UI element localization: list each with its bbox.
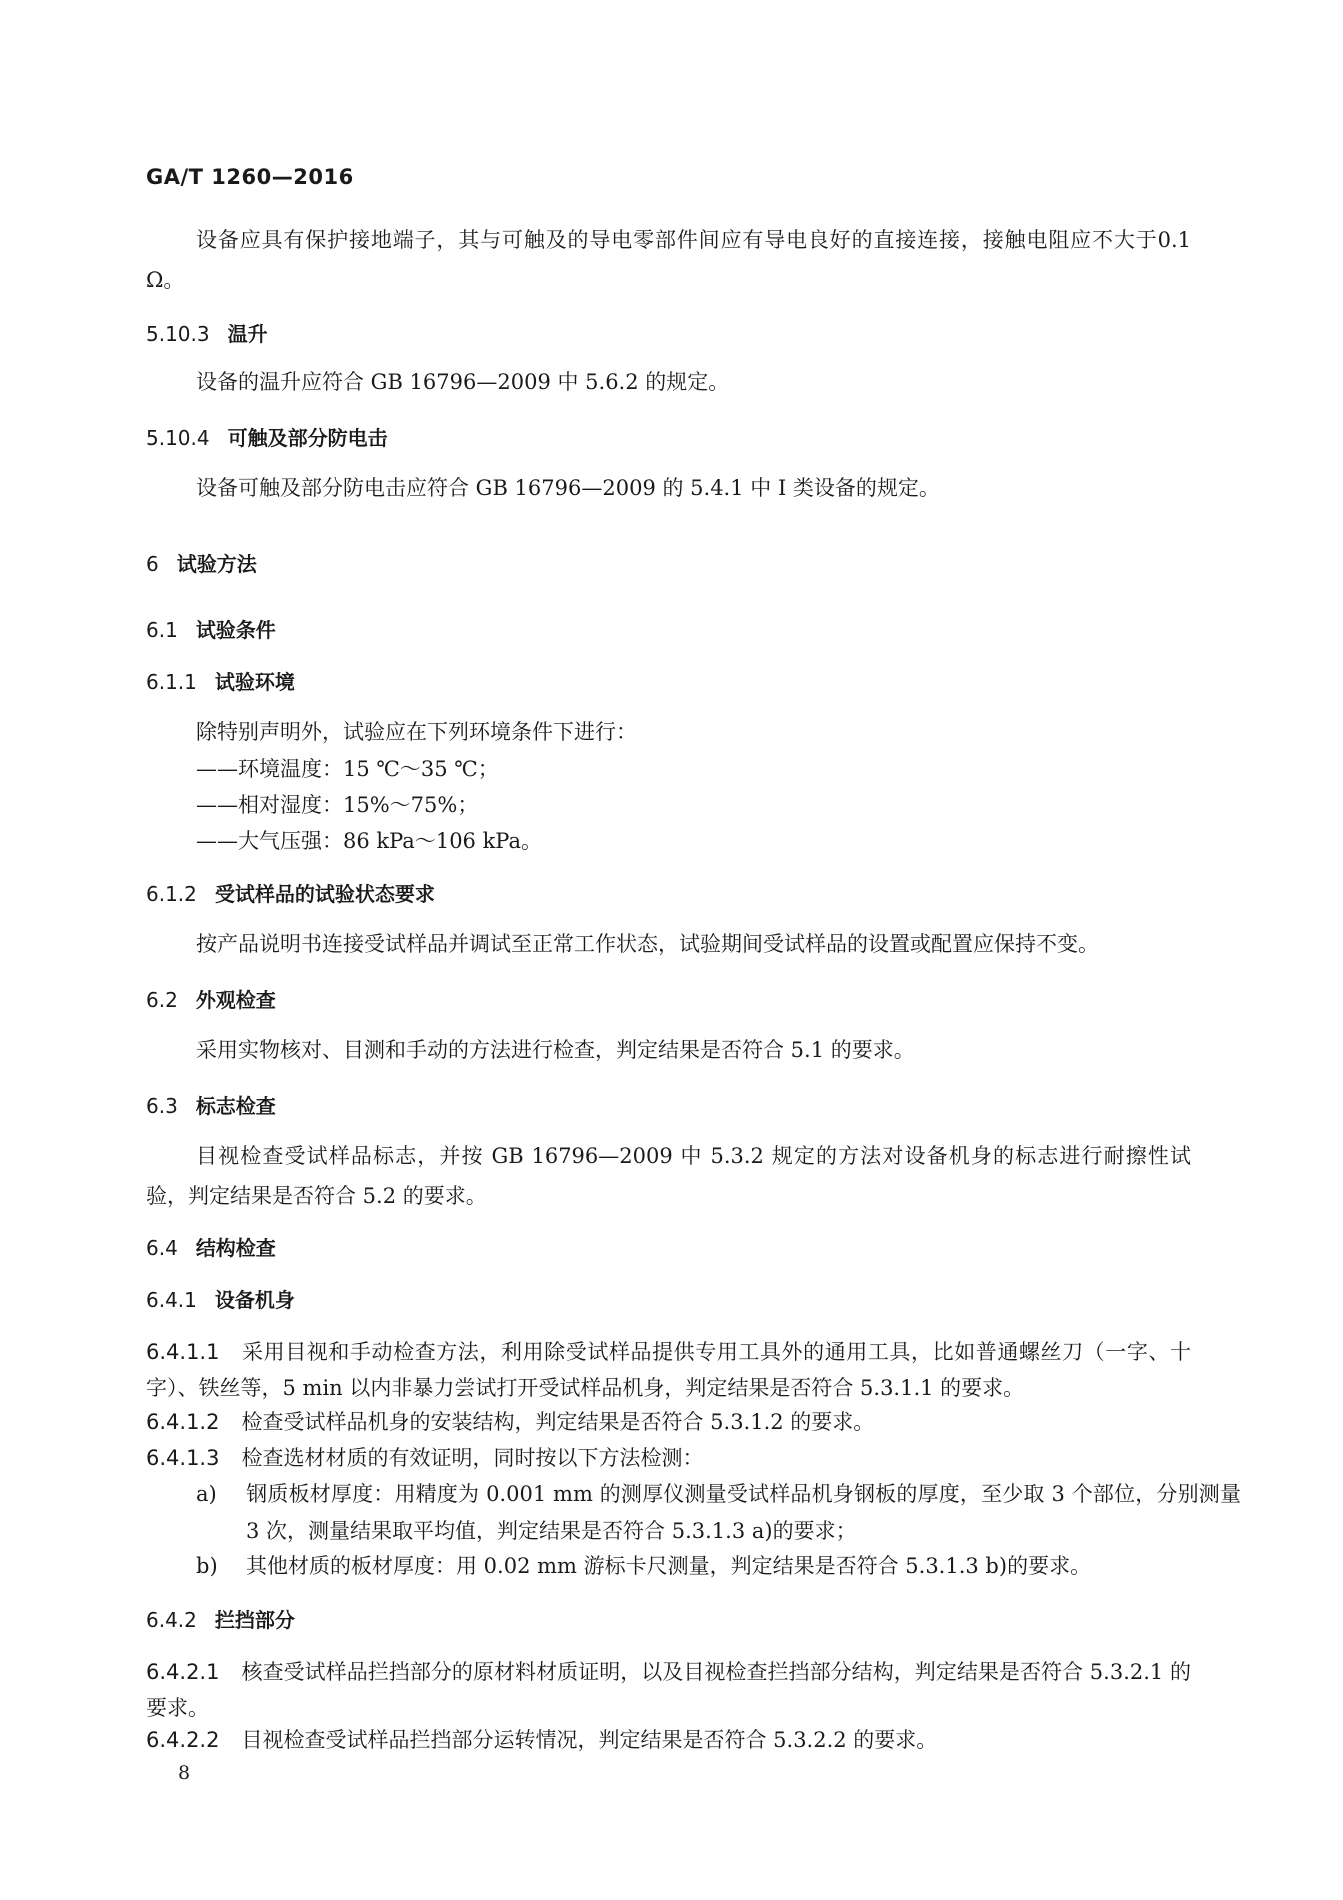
paragraph-marking: 目视检查受试样品标志，并按 GB 16796—2009 中 5.3.2 规定的方法对设备机身的标志进行耐擦性试验，判定结果是否符合 5.2 的要求。 bbox=[146, 1144, 1191, 1208]
section-title: 温升 bbox=[227, 322, 268, 346]
list-label: a) bbox=[196, 1482, 217, 1506]
section-number: 6.1.2 bbox=[146, 882, 197, 906]
section-number: 5.10.4 bbox=[146, 426, 210, 450]
clause-6-4-1-2 bbox=[146, 1404, 1191, 1440]
clause-text: 目视检查受试样品拦挡部分运转情况，判定结果是否符合 5.3.2.2 的要求。 bbox=[241, 1728, 938, 1752]
section-title: 结构检查 bbox=[195, 1236, 276, 1260]
clause-6-4-1-1 bbox=[146, 1334, 1191, 1406]
clause-6-4-1-3 bbox=[146, 1440, 1191, 1476]
heading-6-4-2 bbox=[146, 1604, 295, 1633]
section-number: 6.1.1 bbox=[146, 670, 197, 694]
list-text: 其他材质的板材厚度：用 0.02 mm 游标卡尺测量，判定结果是否符合 5.3.1.3 b)的要求。 bbox=[246, 1554, 1092, 1578]
heading-5-10-3 bbox=[146, 318, 268, 347]
paragraph-shock: 设备可触及部分防电击应符合 GB 16796—2009 的 5.4.1 中 Ⅰ 类设备的规定。 bbox=[196, 476, 940, 500]
section-number: 6.4.2 bbox=[146, 1608, 197, 1632]
section-number: 6.2 bbox=[146, 988, 178, 1012]
heading-6-1-1 bbox=[146, 666, 295, 695]
clause-text: 采用目视和手动检查方法，利用除受试样品提供专用工具外的通用工具，比如普通螺丝刀（一字、十字）、铁丝等，5 min 以内非暴力尝试打开受试样品机身，判定结果是否符合 5.3.1.1 的要求。 bbox=[146, 1340, 1191, 1400]
heading-6-4-1 bbox=[146, 1284, 295, 1313]
env-item-temperature: ——环境温度：15 ℃～35 ℃； bbox=[196, 757, 499, 781]
section-title: 试验方法 bbox=[176, 552, 257, 576]
clause-number: 6.4.1.2 bbox=[146, 1410, 220, 1434]
section-number: 6.4.1 bbox=[146, 1288, 197, 1312]
section-number: 6.4 bbox=[146, 1236, 178, 1260]
heading-6-4 bbox=[146, 1232, 276, 1261]
env-item-pressure: ——大气压强：86 kPa～106 kPa。 bbox=[196, 829, 543, 853]
paragraph-grounding: 设备应具有保护接地端子，其与可触及的导电零部件间应有导电良好的直接连接，接触电阻应不大于0.1 Ω。 bbox=[146, 228, 1191, 292]
clause-number: 6.4.1.3 bbox=[146, 1446, 220, 1470]
paragraph-appearance: 采用实物核对、目测和手动的方法进行检查，判定结果是否符合 5.1 的要求。 bbox=[196, 1038, 915, 1062]
paragraph-test-state: 按产品说明书连接受试样品并调试至正常工作状态，试验期间受试样品的设置或配置应保持不变。 bbox=[196, 932, 1099, 956]
standard-code: GA/T 1260—2016 bbox=[146, 165, 354, 189]
section-title: 试验条件 bbox=[195, 618, 276, 642]
section-title: 可触及部分防电击 bbox=[227, 426, 388, 450]
clause-text: 检查选材材质的有效证明，同时按以下方法检测： bbox=[241, 1446, 704, 1470]
section-title: 外观检查 bbox=[195, 988, 276, 1012]
clause-text: 核查受试样品拦挡部分的原材料材质证明，以及目视检查拦挡部分结构，判定结果是否符合 5.3.2.1 的要求。 bbox=[146, 1660, 1191, 1720]
section-number: 5.10.3 bbox=[146, 322, 210, 346]
section-number: 6 bbox=[146, 552, 159, 576]
section-title: 拦挡部分 bbox=[214, 1608, 295, 1632]
heading-6 bbox=[146, 548, 257, 577]
list-text: 钢质板材厚度：用精度为 0.001 mm 的测厚仪测量受试样品机身钢板的厚度，至少取 3 个部位，分别测量 3 次，测量结果取平均值，判定结果是否符合 5.3.1.3 a)的要求； bbox=[246, 1482, 1241, 1543]
list-label: b) bbox=[196, 1554, 218, 1578]
section-title: 受试样品的试验状态要求 bbox=[214, 882, 435, 906]
clause-6-4-2-1 bbox=[146, 1654, 1191, 1726]
clause-number: 6.4.2.2 bbox=[146, 1728, 220, 1752]
page-number: 8 bbox=[178, 1762, 191, 1784]
env-item-humidity: ——相对湿度：15%～75%； bbox=[196, 793, 479, 817]
list-item-b bbox=[196, 1548, 1241, 1585]
paragraph-environment: 除特别声明外，试验应在下列环境条件下进行： bbox=[196, 720, 637, 744]
clause-number: 6.4.2.1 bbox=[146, 1660, 220, 1684]
heading-5-10-4 bbox=[146, 422, 388, 451]
clause-number: 6.4.1.1 bbox=[146, 1340, 220, 1364]
section-title: 标志检查 bbox=[195, 1094, 276, 1118]
heading-6-3 bbox=[146, 1090, 276, 1119]
clause-6-4-2-2 bbox=[146, 1722, 1191, 1758]
heading-6-2 bbox=[146, 984, 276, 1013]
section-title: 设备机身 bbox=[214, 1288, 295, 1312]
clause-text: 检查受试样品机身的安装结构，判定结果是否符合 5.3.1.2 的要求。 bbox=[241, 1410, 875, 1434]
section-number: 6.3 bbox=[146, 1094, 178, 1118]
heading-6-1 bbox=[146, 614, 276, 643]
paragraph-temperature: 设备的温升应符合 GB 16796—2009 中 5.6.2 的规定。 bbox=[196, 370, 730, 394]
heading-6-1-2 bbox=[146, 878, 435, 907]
list-item-a bbox=[196, 1476, 1241, 1550]
section-title: 试验环境 bbox=[214, 670, 295, 694]
section-number: 6.1 bbox=[146, 618, 178, 642]
